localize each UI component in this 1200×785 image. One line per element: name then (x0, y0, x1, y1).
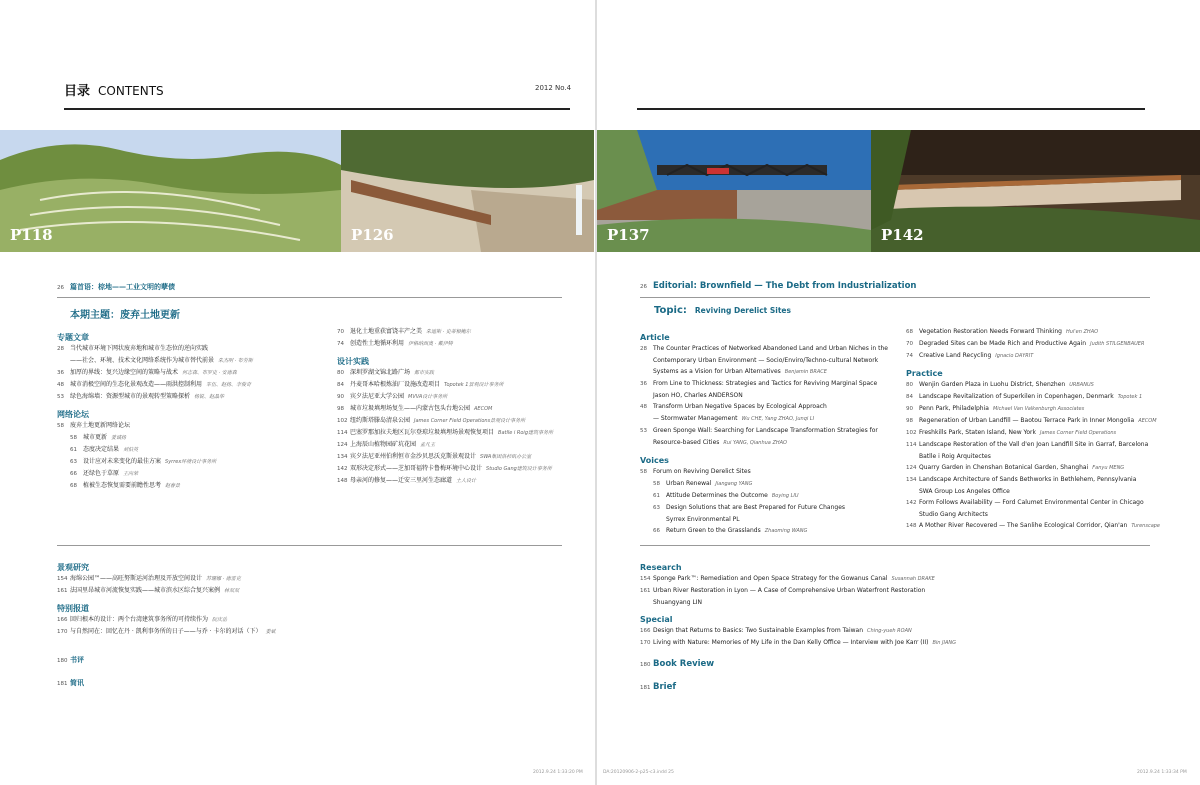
entry-title: Attitude Determines the Outcome (666, 492, 768, 499)
page-number: 61 (70, 447, 77, 453)
toc-entry[interactable] (640, 390, 888, 401)
entry-author: Susannah DRAKE (891, 576, 935, 582)
page-number: 142 (337, 466, 348, 472)
entry-title: Shuangyang LIN (653, 599, 703, 606)
entry-author: James Corner Field Operations (1040, 430, 1117, 436)
photo-label: P137 (607, 226, 650, 244)
entry-author: Hui'en ZHAO (1065, 329, 1099, 335)
entry-author: Topotek 1 (1117, 394, 1143, 400)
entry-title: Landscape Revitalization of Superkilen in Copenhagen, Denmark (919, 393, 1114, 400)
entry-author: 车伍、赵扬、李俊奇 (206, 382, 252, 388)
section-heading: 网络论坛 (57, 410, 89, 419)
toc-entry[interactable] (640, 343, 888, 355)
photo-terraced-hills (0, 130, 341, 252)
entry-title: Quarry Garden in Chenshan Botanical Garden, Shanghai (919, 464, 1089, 471)
entry-title: 与自然同在：回忆在丹 · 凯利事务所的日子——与乔 · 卡尔的对话（下） (70, 628, 262, 635)
page-number: 170 (57, 629, 68, 635)
page-gutter (595, 0, 597, 785)
cn-topic-title: 本期主题：废弃土地更新 (70, 310, 180, 321)
page-number: 68 (906, 329, 913, 335)
toc-entry[interactable] (640, 625, 956, 637)
toc-entry[interactable] (337, 403, 553, 415)
entry-title: Forum on Reviving Derelict Sites (653, 468, 751, 475)
page-number: 124 (906, 465, 917, 471)
cn-brief[interactable]: 181 简讯 (57, 679, 84, 687)
entry-title: 绿色海绵墙：资源型城市的景观转型策略探析 (70, 393, 191, 400)
en-toc-column-1 (640, 326, 888, 537)
toc-entry[interactable] (906, 326, 1160, 338)
toc-entry[interactable] (57, 456, 253, 468)
toc-entry[interactable] (640, 525, 888, 537)
entry-author: 何志森、布罗史 · 安德森 (182, 370, 237, 376)
section-heading: Research (640, 563, 682, 572)
entry-title: Studio Gang Architects (919, 511, 988, 518)
entry-title: Living with Nature: Memories of My Life in the Dan Kelly Office — Interview with Joe Karr (II) (653, 639, 929, 646)
photo-rusted-overlook (341, 130, 594, 252)
en-book-review[interactable]: 180 Book Review (640, 659, 715, 669)
entry-author: AECOM (1138, 418, 1157, 424)
entry-author: Ching-yueh ROAN (867, 628, 912, 634)
page-number: 58 (70, 435, 77, 441)
page-number: 70 (906, 341, 913, 347)
cn-toc-column-1 (57, 326, 253, 492)
toc-entry[interactable] (906, 509, 1160, 520)
section-heading: Article (640, 333, 670, 342)
toc-entry[interactable] (337, 415, 553, 427)
page-number: 154 (640, 576, 651, 582)
section-heading: 特别报道 (57, 604, 89, 613)
entry-title: Landscape Architecture of Sands Bethworks in Bethlehem, Pennsylvania (919, 476, 1137, 483)
entry-title: 法国里昂城市河流恢复实践——城市滨水区综合复兴案例 (70, 587, 221, 594)
toc-entry[interactable] (640, 425, 888, 437)
toc-entry[interactable] (906, 403, 1160, 415)
page-number: 166 (640, 628, 651, 634)
cn-book-review[interactable]: 180 书评 (57, 656, 84, 664)
toc-entry[interactable] (640, 637, 956, 649)
issue-number: 2012 No.4 (535, 84, 572, 92)
entry-title: Systems as a Vision for Urban Alternatives (653, 368, 781, 375)
page-number: 48 (640, 404, 647, 410)
entry-title: 海绵公园™——高旺努斯运河治理及开放空间设计 (70, 575, 203, 582)
page-number: 66 (70, 471, 77, 477)
page-number: 166 (57, 617, 68, 623)
page-number: 80 (337, 370, 344, 376)
photo-label: P118 (10, 226, 53, 244)
entry-title: 宾夕法尼亚州伯利恒市金沙贝思沃克斯景观设计 (350, 453, 477, 460)
toc-entry[interactable] (640, 466, 888, 478)
entry-author: Jiangang YANG (715, 481, 753, 487)
toc-entry[interactable] (57, 367, 253, 379)
entry-author: Zhaoming WANG (764, 528, 808, 534)
toc-entry[interactable] (640, 585, 956, 597)
entry-author: 姜斌 (265, 629, 276, 635)
divider (640, 297, 1150, 298)
page-number: 170 (640, 640, 651, 646)
toc-entry[interactable] (57, 444, 253, 456)
page-number: 28 (640, 346, 647, 352)
toc-entry[interactable] (640, 514, 888, 525)
toc-entry[interactable] (337, 427, 553, 439)
entry-title: 还绿色于草原 (83, 470, 120, 477)
toc-entry[interactable] (337, 439, 553, 451)
entry-title: SWA Group Los Angeles Office (919, 488, 1010, 495)
toc-entry[interactable] (906, 497, 1160, 509)
entry-author: James Corner Field Operations景观设计事务所 (414, 418, 526, 424)
toc-entry[interactable] (57, 626, 275, 638)
toc-entry[interactable] (57, 420, 253, 432)
cn-toc-lower (57, 556, 275, 638)
entry-author: 王向荣 (123, 471, 139, 477)
entry-author: 刘伯英 (123, 447, 139, 453)
entry-title: The Counter Practices of Networked Abandoned Land and Urban Niches in the (653, 345, 888, 352)
toc-entry[interactable] (906, 415, 1160, 427)
page-number: 53 (640, 428, 647, 434)
entry-title: Urban River Restoration in Lyon — A Case of Comprehensive Urban Waterfront Restoration (653, 587, 926, 594)
toc-entry[interactable] (57, 480, 253, 492)
entry-title: 植被生态恢复需要前瞻性思考 (83, 482, 162, 489)
page-number: 154 (57, 576, 68, 582)
entry-title: 宾夕法尼亚大学公园 (350, 393, 405, 400)
entry-title: Design Solutions that are Best Prepared for Future Changes (666, 504, 846, 511)
entry-author: Wu CHE, Yang ZHAO, Junqi LI (741, 416, 815, 422)
page-number: 61 (653, 493, 660, 499)
entry-author: Boying LIU (771, 493, 799, 499)
entry-title: 加厚的界线：复兴边缘空间的策略与战术 (70, 369, 179, 376)
toc-entry[interactable] (57, 468, 253, 480)
toc-entry[interactable] (337, 475, 553, 487)
page-number: 148 (337, 478, 348, 484)
toc-entry[interactable] (906, 474, 1160, 486)
photo-label: P142 (881, 226, 924, 244)
toc-entry[interactable] (57, 391, 253, 403)
en-topic-title: Topic: Reviving Derelict Sites (654, 305, 791, 316)
toc-entry[interactable] (640, 502, 888, 514)
entry-title: Return Green to the Grasslands (666, 527, 761, 534)
entry-title: Freshkills Park, Staten Island, New York (919, 429, 1036, 436)
entry-author: Batlle i Roig建筑事务所 (498, 430, 553, 436)
entry-title: Penn Park, Philadelphia (919, 405, 989, 412)
entry-title: Jason HO, Charles ANDERSON (653, 392, 743, 399)
toc-entry[interactable] (337, 451, 553, 463)
footer-timestamp-left: 2012.9.24 1:33:20 PM (533, 770, 583, 775)
toc-entry[interactable] (57, 585, 275, 597)
entry-title: Creative Land Recycling (919, 352, 992, 359)
en-editorial[interactable]: 26 Editorial: Brownfield — The Debt from Industrialization (640, 281, 917, 291)
entry-title: Syrrex Environmental PL (666, 516, 740, 523)
toc-entry[interactable] (640, 478, 888, 490)
entry-title: Form Follows Availability — Ford Calumet Environmental Center in Chicago (919, 499, 1144, 506)
page-number: 102 (337, 418, 348, 424)
entry-title: Regeneration of Urban Landfill — Baotou Terrace Park in Inner Mongolia (919, 417, 1135, 424)
page-number: 114 (906, 442, 917, 448)
entry-author: 朱杰明 · 布劳斯 (218, 358, 253, 364)
entry-author: AECOM (474, 406, 493, 412)
toc-entry[interactable] (640, 401, 888, 413)
page-number: 66 (653, 528, 660, 534)
toc-entry[interactable] (337, 326, 553, 338)
entry-title: 退化土地重获富饶丰产之美 (350, 328, 423, 335)
entry-author: Syrrex环境设计事务所 (165, 459, 217, 465)
en-toc-column-2 (906, 326, 1160, 532)
toc-entry[interactable] (906, 439, 1160, 451)
toc-entry[interactable] (57, 573, 275, 585)
page-number: 98 (906, 418, 913, 424)
toc-entry[interactable] (906, 520, 1160, 532)
cn-editorial[interactable]: 26 篇首语：棕地——工业文明的孽债 (57, 283, 175, 291)
toc-entry[interactable] (906, 486, 1160, 497)
toc-entry[interactable] (906, 379, 1160, 391)
entry-title: 母亲河的修复——迁安三里河生态廊道 (350, 477, 453, 484)
page-number: 58 (640, 469, 647, 475)
en-toc-lower (640, 556, 956, 649)
toc-entry[interactable] (640, 366, 888, 378)
page-number: 28 (57, 346, 64, 352)
entry-author: 伊格纳西奥 · 戴伊特 (408, 341, 453, 347)
section-heading: Special (640, 615, 673, 624)
page-number: 84 (337, 382, 344, 388)
entry-title: 创造性土地循环利用 (350, 340, 405, 347)
page-number: 102 (906, 430, 917, 436)
page-number: 58 (57, 423, 64, 429)
divider (57, 297, 562, 298)
entry-author: Studio Gang建筑设计事务所 (486, 466, 552, 472)
entry-author: 孟凡玉 (420, 442, 436, 448)
entry-title: A Mother River Recovered — The Sanlihe Ecological Corridor, Qian'an (919, 522, 1128, 529)
entry-title: Batlle i Roig Arquitectes (919, 453, 991, 460)
page-number: 36 (57, 370, 64, 376)
entry-author: Rui YANG, Qianhua ZHAO (723, 440, 787, 446)
entry-title: 回归根本的设计：两个台湾建筑事务所的可持续作为 (70, 616, 209, 623)
entry-title: 废弃土地更新网络论坛 (70, 422, 131, 429)
page-number: 134 (337, 454, 348, 460)
page-number: 134 (906, 477, 917, 483)
divider (640, 545, 1150, 546)
entry-title: Design that Returns to Basics: Two Sustainable Examples from Taiwan (653, 627, 864, 634)
entry-title: 城市更新 (83, 434, 108, 441)
toc-entry[interactable] (337, 367, 553, 379)
entry-author: Michael Van Valkenburgh Associates (992, 406, 1085, 412)
cn-toc-column-2 (337, 326, 553, 487)
toc-entry[interactable] (337, 391, 553, 403)
photo-red-bridge (597, 130, 871, 252)
toc-entry[interactable] (906, 427, 1160, 439)
toc-entry[interactable] (640, 378, 888, 390)
entry-title: 上海辰山植物园矿坑花园 (350, 441, 417, 448)
toc-entry[interactable] (906, 350, 1160, 362)
toc-entry[interactable] (640, 490, 888, 502)
entry-title: — Stormwater Management (653, 415, 738, 422)
entry-author: 姜诚扬 (111, 435, 127, 441)
entry-title: Landscape Restoration of the Vall d'en Joan Landfill Site in Garraf, Barcelona (919, 441, 1149, 448)
page-number: 114 (337, 430, 348, 436)
toc-entry[interactable] (640, 573, 956, 585)
en-brief[interactable]: 181 Brief (640, 682, 677, 692)
entry-author: Benjamin BRACE (784, 369, 827, 375)
page-number: 98 (337, 406, 344, 412)
toc-entry[interactable] (640, 355, 888, 366)
toc-entry[interactable] (906, 338, 1160, 350)
entry-author: URBANUS (1069, 382, 1094, 388)
entry-title: 设计应对未来变化的最佳方案 (83, 458, 162, 465)
entry-author: 赵春景 (165, 483, 181, 489)
toc-entry[interactable] (57, 343, 253, 355)
section-heading: Practice (906, 369, 943, 378)
entry-author: 苏珊娜 · 德雷克 (206, 576, 241, 582)
entry-author: Bin JIANG (932, 640, 957, 646)
entry-title: 巴塞罗那加拉夫地区瓦尔登琼垃圾填埋场景观恢复项目 (350, 429, 495, 436)
page-number: 74 (337, 341, 344, 347)
divider (57, 545, 562, 546)
toc-entry[interactable] (57, 614, 275, 626)
page-number: 63 (70, 459, 77, 465)
section-heading: Voices (640, 456, 669, 465)
header-rule (64, 108, 570, 110)
toc-entry[interactable] (337, 463, 553, 475)
entry-title: Vegetation Restoration Needs Forward Thinking (919, 328, 1062, 335)
entry-title: ——社会、环境、技术文化网络系统作为城市替代前景 (70, 357, 215, 364)
entry-author: Turenscape (1131, 523, 1161, 529)
entry-title: 当代城市环境下网状废弃地和城市生态位的逆向实践 (70, 345, 209, 352)
toc-entry[interactable] (640, 437, 888, 449)
entry-author: 阮庆岳 (212, 617, 228, 623)
footer-file-info: DA:20120906-2-p25-c3.indd 25 (603, 770, 674, 775)
entry-title: 态度决定结果 (83, 446, 120, 453)
contents-title: 目录 CONTENTS (64, 84, 164, 99)
entry-title: From Line to Thickness: Strategies and Tactics for Reviving Marginal Space (653, 380, 878, 387)
toc-entry[interactable] (57, 379, 253, 391)
page-number: 36 (640, 381, 647, 387)
footer-timestamp-right: 2012.9.24 1:33:34 PM (1137, 770, 1187, 775)
entry-title: Contemporary Urban Environment — Socio/Enviro/Techno-cultural Network (653, 357, 879, 364)
entry-author: Fanyu MENG (1092, 465, 1125, 471)
entry-title: Urban Renewal (666, 480, 712, 487)
entry-title: Degraded Sites can be Made Rich and Productive Again (919, 340, 1087, 347)
toc-entry[interactable] (640, 413, 888, 425)
entry-author: 土人设计 (456, 478, 477, 484)
entry-title: Transform Urban Negative Spaces by Ecological Approach (653, 403, 827, 410)
page-number: 80 (906, 382, 913, 388)
header-rule-right (637, 108, 1145, 110)
toc-entry[interactable] (57, 355, 253, 367)
entry-title: Resource-based Cities (653, 439, 720, 446)
toc-entry[interactable] (640, 597, 956, 608)
photo-label: P126 (351, 226, 394, 244)
entry-title: Sponge Park™: Remediation and Open Space Strategy for the Gowanus Canal (653, 575, 888, 582)
section-heading: 设计实践 (337, 357, 369, 366)
page-number: 58 (653, 481, 660, 487)
entry-author: 都市实践 (414, 370, 435, 376)
entry-title: 双形决定形式——芝加哥福特卡鲁梅环境中心设计 (350, 465, 483, 472)
entry-title: Green Sponge Wall: Searching for Landscape Transformation Strategies for (653, 427, 878, 434)
section-heading: 专题文章 (57, 333, 89, 342)
photo-green-roof-building (871, 130, 1200, 252)
entry-author: 林双双 (224, 588, 240, 594)
toc-entry[interactable] (337, 338, 553, 350)
page-number: 48 (57, 382, 64, 388)
page-number: 161 (640, 588, 651, 594)
page-number: 53 (57, 394, 64, 400)
page-number: 161 (57, 588, 68, 594)
toc-entry[interactable] (906, 451, 1160, 462)
page-number: 63 (653, 505, 660, 511)
page-number: 142 (906, 500, 917, 506)
entry-author: MVVA设计事务所 (408, 394, 448, 400)
entry-title: Wenjin Garden Plaza in Luohu District, Shenzhen (919, 381, 1066, 388)
entry-author: 朱迪斯 · 史蒂根鲍尔 (426, 329, 471, 335)
entry-author: 杨锐、赵晶华 (194, 394, 225, 400)
entry-title: 深圳罗湖文锦北路广场 (350, 369, 411, 376)
entry-author: SWA集团洛杉矶办公室 (480, 454, 532, 460)
toc-entry[interactable] (906, 391, 1160, 403)
toc-entry[interactable] (57, 432, 253, 444)
page-number: 70 (337, 329, 344, 335)
page-number: 74 (906, 353, 913, 359)
entry-author: Ignacio DAYRIT (995, 353, 1034, 359)
page-number: 124 (337, 442, 348, 448)
section-heading: 景观研究 (57, 563, 89, 572)
entry-title: 城市消极空间的生态化景观改造——雨洪控制利用 (70, 381, 203, 388)
entry-title: 丹麦哥本哈根炼油厂设施改造项目 (350, 381, 441, 388)
page-number: 148 (906, 523, 917, 529)
page-number: 84 (906, 394, 913, 400)
page-number: 90 (906, 406, 913, 412)
entry-author: Topotek 1景观设计事务所 (444, 382, 504, 388)
page-number: 68 (70, 483, 77, 489)
toc-entry[interactable] (906, 462, 1160, 474)
page-number: 90 (337, 394, 344, 400)
toc-entry[interactable] (337, 379, 553, 391)
entry-title: 城市垃圾填埋场复生——内蒙古包头台地公园 (350, 405, 471, 412)
entry-author: Judith STILGENBAUER (1090, 341, 1145, 347)
entry-title: 纽约斯塔滕岛清泉公园 (350, 417, 411, 424)
